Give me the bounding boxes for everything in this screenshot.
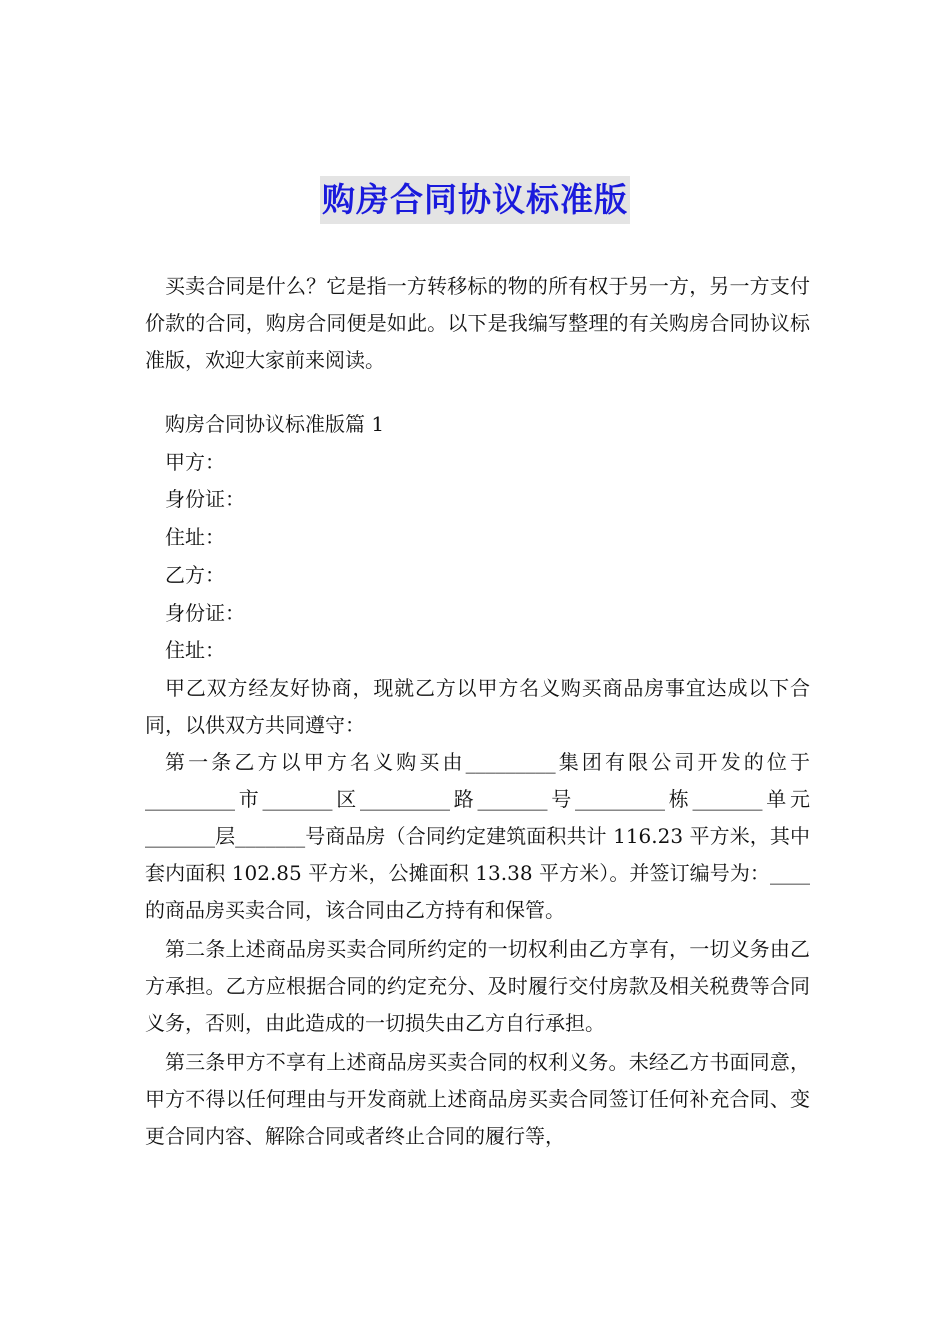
- title-container: [0, 176, 950, 224]
- party-a-address-label: 住址：: [165, 525, 225, 550]
- party-b-address-label: 住址：: [165, 638, 225, 663]
- article-2-paragraph: 第二条上述商品房买卖合同所约定的一切权利由乙方享有，一切义务由乙方承担。乙方应根据合同的约定充分、及时履行交付房款及相关税费等合同义务，否则，由此造成的一切损失由乙方自行承担。: [145, 936, 810, 1035]
- section-heading: 购房合同协议标准版篇 1: [165, 412, 385, 436]
- intro-paragraph: 买卖合同是什么？它是指一方转移标的物的所有权于另一方，另一方支付价款的合同，购房合同便是如此。以下是我编写整理的有关购房合同协议标准版，欢迎大家前来阅读。: [145, 274, 810, 372]
- document-title: 购房合同协议标准版: [320, 176, 630, 224]
- party-a-label: 甲方：: [165, 449, 225, 474]
- party-a-id-label: 身份证：: [165, 487, 245, 512]
- party-b-label: 乙方：: [165, 562, 225, 587]
- preamble-paragraph: 甲乙双方经友好协商，现就乙方以甲方名义购买商品房事宜达成以下合同，以供双方共同遵守：: [145, 675, 810, 737]
- article-3-paragraph: 第三条甲方不享有上述商品房买卖合同的权利义务。未经乙方书面同意，甲方不得以任何理由与开发商就上述商品房买卖合同签订任何补充合同、变更合同内容、解除合同或者终止合同的履行等，: [145, 1049, 810, 1148]
- party-b-id-label: 身份证：: [165, 600, 245, 625]
- article-1-paragraph: 第一条乙方以甲方名义购买由_________集团有限公司开发的位于_________市_______区_________路_______号_________栋_______单元_______层_______号商品房（合同约定建筑面积共计 116.23 平方米，其中套内面积 102.85 平方米，公摊面积 13.38 平方米）。并签订编号为：____的商品房买卖合同，该合同由乙方持有和保管。: [145, 749, 810, 922]
- document-body: [145, 268, 810, 1155]
